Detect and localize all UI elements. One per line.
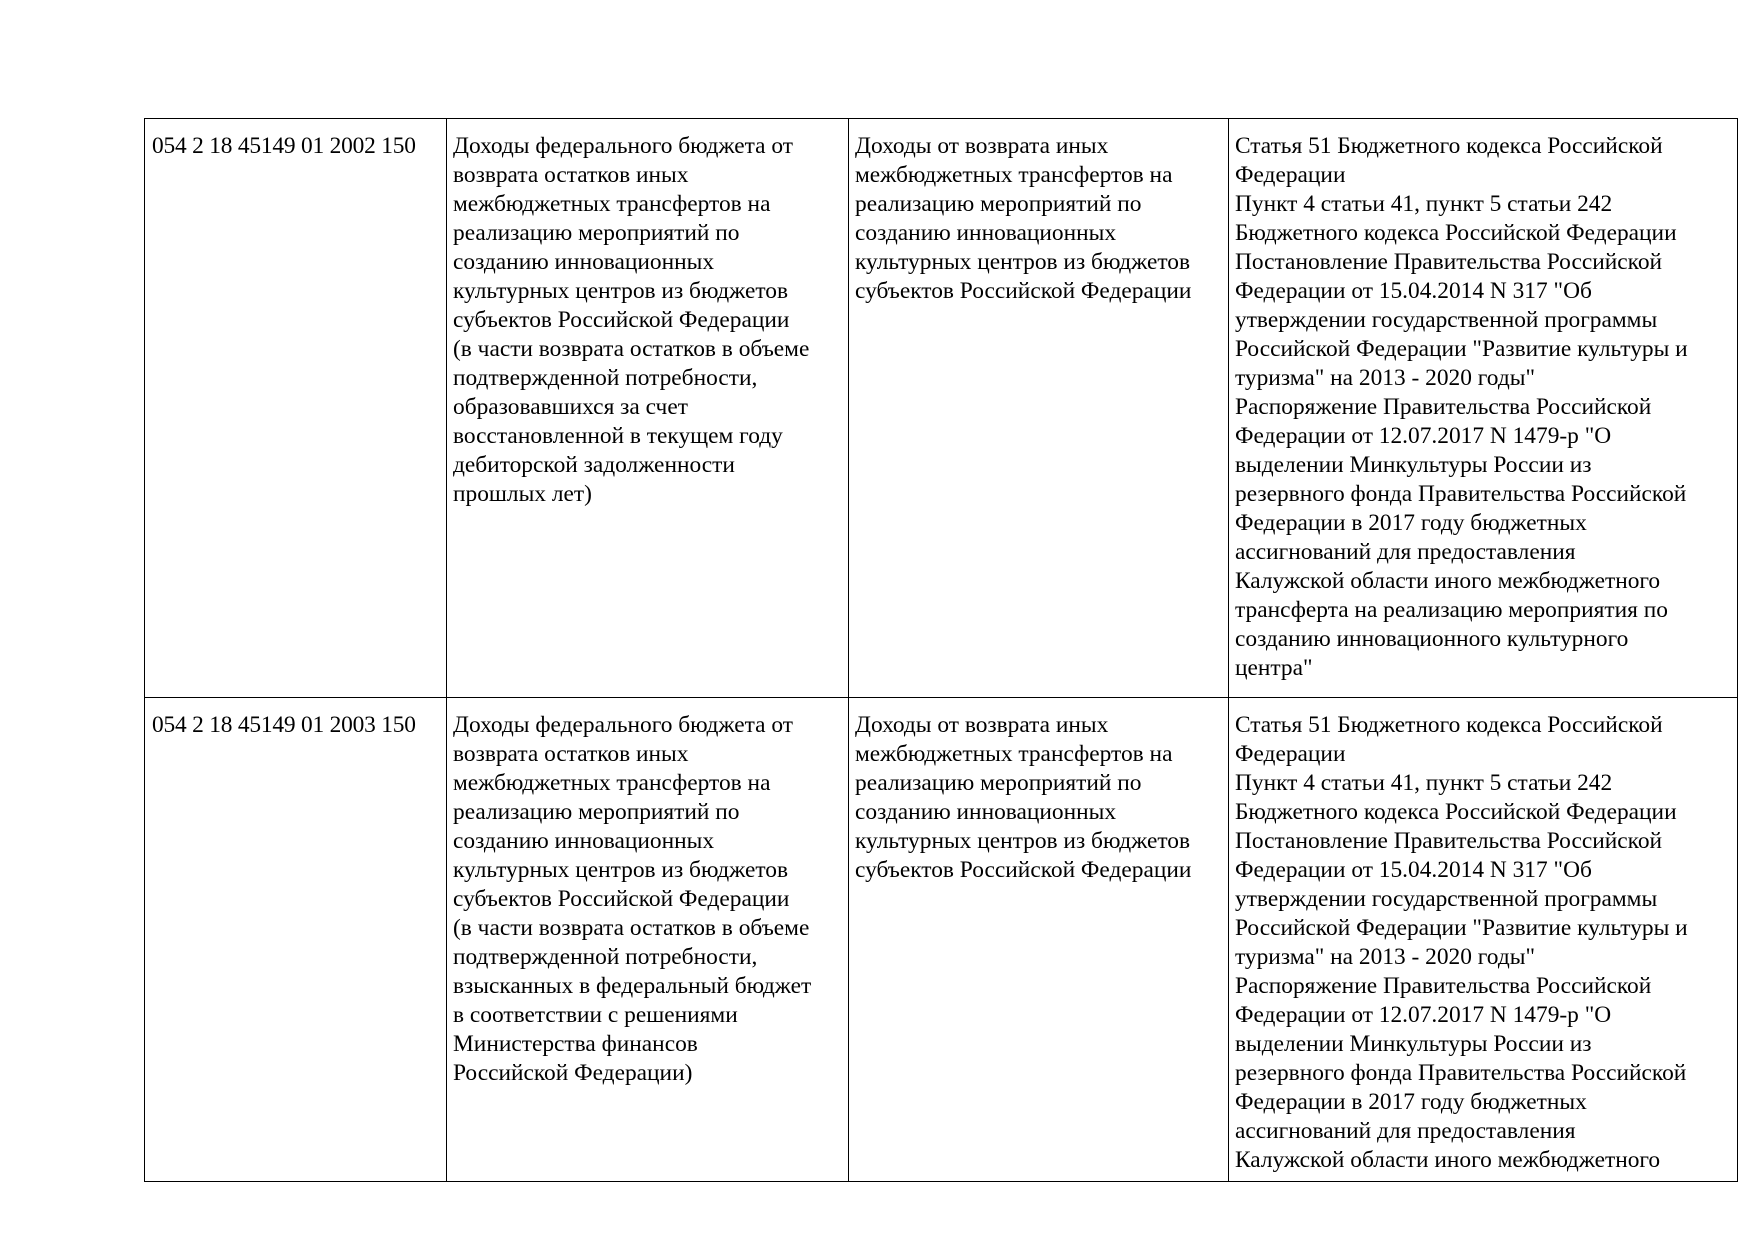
cell-line: (в части возврата остатков в объеме: [453, 915, 810, 941]
cell-line: межбюджетных трансфертов на: [453, 770, 771, 796]
cell-line: резервного фонда Правительства Российской: [1235, 1060, 1687, 1086]
cell-line: возврата остатков иных: [453, 162, 689, 188]
cell-line: Доходы федерального бюджета от: [453, 712, 793, 738]
income-name-cell: [849, 119, 1229, 698]
cell-line: реализацию мероприятий по: [855, 770, 1142, 796]
cell-line: Постановление Правительства Российской: [1235, 828, 1663, 854]
cell-line: Федерации: [1235, 741, 1346, 767]
cell-line: Калужской области иного межбюджетного: [1235, 1147, 1661, 1173]
cell-line: Российской Федерации "Развитие культуры и: [1235, 915, 1688, 941]
cell-line: субъектов Российской Федерации: [855, 857, 1192, 883]
cell-line: восстановленной в текущем году: [453, 423, 783, 449]
cell-line: Российской Федерации): [453, 1060, 693, 1086]
admin-description-cell: [447, 698, 849, 1182]
cell-line: Федерации от 12.07.2017 N 1479-р "О: [1235, 1002, 1612, 1028]
cell-line: межбюджетных трансфертов на: [453, 191, 771, 217]
cell-line: культурных центров из бюджетов: [855, 828, 1191, 854]
cell-line: культурных центров из бюджетов: [453, 857, 789, 883]
cell-line: образовавшихся за счет: [453, 394, 688, 420]
admin-description-cell: [447, 119, 849, 698]
budget-code-cell: 054 2 18 45149 01 2003 150: [145, 698, 447, 1182]
cell-line: подтвержденной потребности,: [453, 944, 758, 970]
cell-line: возврата остатков иных: [453, 741, 689, 767]
cell-line: созданию инновационных: [453, 828, 715, 854]
table-row: [145, 119, 1738, 698]
cell-line: Доходы федерального бюджета от: [453, 133, 793, 159]
cell-line: Пункт 4 статьи 41, пункт 5 статьи 242: [1235, 191, 1613, 217]
cell-line: выделении Минкультуры России из: [1235, 452, 1592, 478]
cell-line: трансферта на реализацию мероприятия по: [1235, 597, 1668, 623]
cell-line: субъектов Российской Федерации: [453, 886, 790, 912]
cell-line: Распоряжение Правительства Российской: [1235, 394, 1652, 420]
cell-line: подтвержденной потребности,: [453, 365, 758, 391]
cell-line: Калужской области иного межбюджетного: [1235, 568, 1661, 594]
cell-line: Статья 51 Бюджетного кодекса Российской: [1235, 133, 1663, 159]
cell-line: Пункт 4 статьи 41, пункт 5 статьи 242: [1235, 770, 1613, 796]
cell-line: межбюджетных трансфертов на: [855, 162, 1173, 188]
cell-line: (в части возврата остатков в объеме: [453, 336, 810, 362]
cell-line: Постановление Правительства Российской: [1235, 249, 1663, 275]
cell-line: Министерства финансов: [453, 1031, 698, 1057]
cell-line: Доходы от возврата иных: [855, 712, 1109, 738]
cell-line: созданию инновационного культурного: [1235, 626, 1629, 652]
cell-line: центра": [1235, 655, 1313, 681]
cell-line: субъектов Российской Федерации: [855, 278, 1192, 304]
cell-line: ассигнований для предоставления: [1235, 1118, 1576, 1144]
cell-line: созданию инновационных: [855, 220, 1117, 246]
legal-basis-cell: [1229, 698, 1738, 1182]
cell-line: выделении Минкультуры России из: [1235, 1031, 1592, 1057]
cell-line: прошлых лет): [453, 481, 592, 507]
cell-line: Российской Федерации "Развитие культуры и: [1235, 336, 1688, 362]
income-name-cell: [849, 698, 1229, 1182]
cell-line: реализацию мероприятий по: [453, 220, 740, 246]
cell-line: ассигнований для предоставления: [1235, 539, 1576, 565]
cell-line: утверждении государственной программы: [1235, 307, 1658, 333]
cell-line: межбюджетных трансфертов на: [855, 741, 1173, 767]
cell-line: созданию инновационных: [855, 799, 1117, 825]
cell-line: Федерации в 2017 году бюджетных: [1235, 510, 1587, 536]
cell-line: Бюджетного кодекса Российской Федерации: [1235, 799, 1677, 825]
cell-line: субъектов Российской Федерации: [453, 307, 790, 333]
budget-code-cell: 054 2 18 45149 01 2002 150: [145, 119, 447, 698]
cell-line: созданию инновационных: [453, 249, 715, 275]
cell-line: Федерации: [1235, 162, 1346, 188]
cell-line: резервного фонда Правительства Российской: [1235, 481, 1687, 507]
cell-line: Бюджетного кодекса Российской Федерации: [1235, 220, 1677, 246]
cell-line: дебиторской задолженности: [453, 452, 735, 478]
cell-line: культурных центров из бюджетов: [453, 278, 789, 304]
cell-line: Федерации в 2017 году бюджетных: [1235, 1089, 1587, 1115]
cell-line: реализацию мероприятий по: [855, 191, 1142, 217]
budget-classification-table: [144, 118, 1738, 1182]
table-row: [145, 698, 1738, 1182]
cell-line: Доходы от возврата иных: [855, 133, 1109, 159]
cell-line: туризма" на 2013 - 2020 годы": [1235, 365, 1535, 391]
cell-line: туризма" на 2013 - 2020 годы": [1235, 944, 1535, 970]
cell-line: в соответствии с решениями: [453, 1002, 738, 1028]
cell-line: Федерации от 15.04.2014 N 317 "Об: [1235, 857, 1592, 883]
cell-line: утверждении государственной программы: [1235, 886, 1658, 912]
cell-line: Статья 51 Бюджетного кодекса Российской: [1235, 712, 1663, 738]
cell-line: Распоряжение Правительства Российской: [1235, 973, 1652, 999]
cell-line: культурных центров из бюджетов: [855, 249, 1191, 275]
cell-line: реализацию мероприятий по: [453, 799, 740, 825]
cell-line: взысканных в федеральный бюджет: [453, 973, 812, 999]
cell-line: Федерации от 12.07.2017 N 1479-р "О: [1235, 423, 1612, 449]
legal-basis-cell: [1229, 119, 1738, 698]
cell-line: Федерации от 15.04.2014 N 317 "Об: [1235, 278, 1592, 304]
